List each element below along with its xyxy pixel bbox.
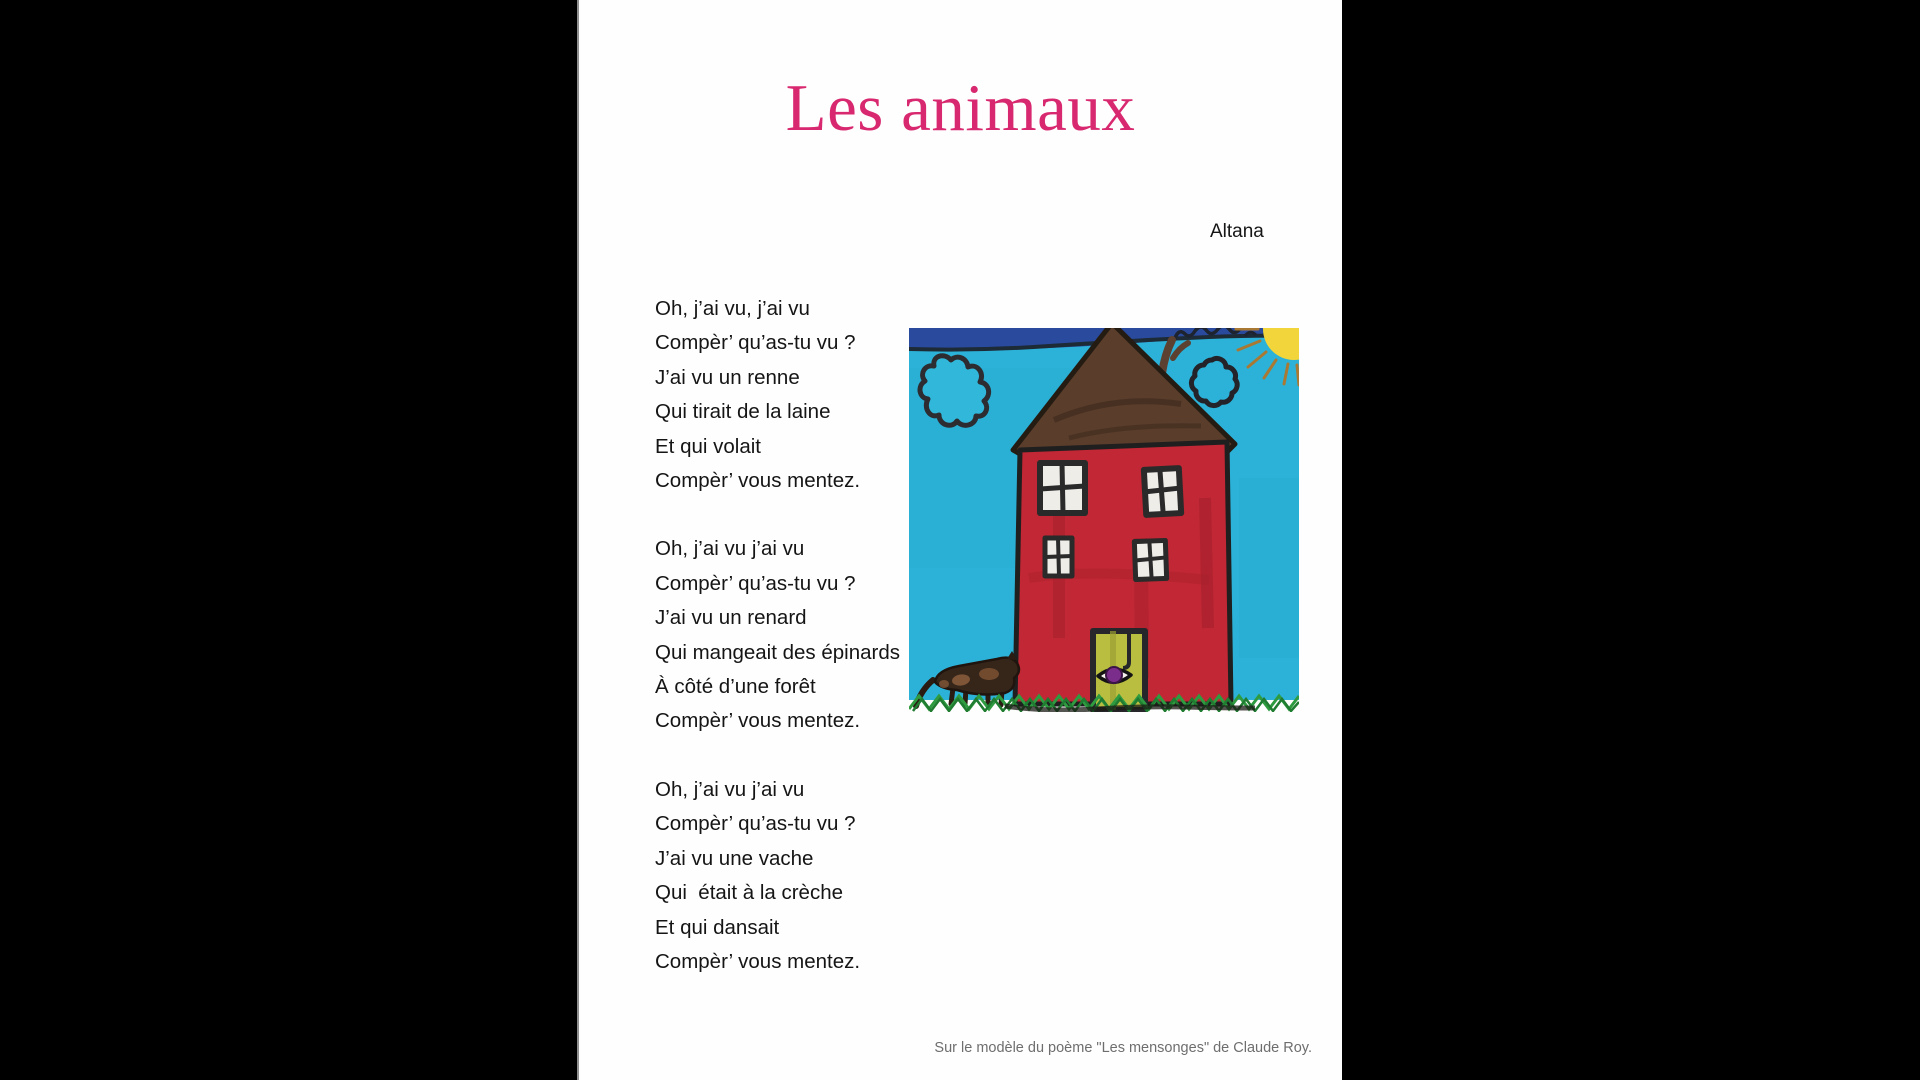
cloud-left-icon: [920, 356, 989, 426]
document-page: [577, 0, 1342, 1080]
cloud-right-icon: [1191, 358, 1237, 405]
poem: [655, 292, 900, 1013]
poem-line: Qui mangeait des épinards: [655, 640, 901, 664]
window-mid-right: [1134, 540, 1166, 579]
poem-line: Compèr’ vous mentez.: [655, 709, 861, 733]
window-upper-left: [1040, 463, 1085, 513]
page-title: Les animaux: [785, 71, 1136, 145]
poem-line: Oh, j’ai vu, j’ai vu: [655, 297, 810, 320]
poem-stanza: [655, 773, 900, 979]
poem-stanza: [655, 292, 900, 498]
author-name: Altana: [1210, 221, 1264, 242]
window-upper-right: [1144, 468, 1181, 515]
poem-line: Compèr’ vous mentez.: [655, 469, 861, 493]
poem-line: Compèr’ qu’as-tu vu ?: [655, 812, 856, 836]
poem-line: Et qui volait: [655, 434, 761, 458]
poem-line: À côté d’une forêt: [655, 675, 816, 699]
poem-line: Et qui dansait: [655, 915, 780, 939]
poem-line: Compèr’ vous mentez.: [655, 949, 861, 973]
window-mid-left: [1045, 538, 1072, 576]
poem-line: Qui tirait de la laine: [655, 400, 831, 424]
poem-line: J’ai vu un renard: [655, 606, 807, 630]
footer-note: Sur le modèle du poème "Les mensonges" de Claude Roy.: [934, 1040, 1312, 1056]
poem-line: Compèr’ qu’as-tu vu ?: [655, 571, 856, 595]
poem-line: Compèr’ qu’as-tu vu ?: [655, 331, 856, 355]
poem-line: J’ai vu une vache: [655, 846, 814, 870]
poem-stanza: [655, 532, 900, 738]
poem-line: Oh, j’ai vu j’ai vu: [655, 537, 805, 561]
poem-line: J’ai vu un renne: [655, 365, 800, 389]
poem-line: Qui était à la crèche: [655, 881, 844, 905]
poem-line: Oh, j’ai vu j’ai vu: [655, 777, 805, 801]
child-drawing-house: [909, 328, 1299, 712]
